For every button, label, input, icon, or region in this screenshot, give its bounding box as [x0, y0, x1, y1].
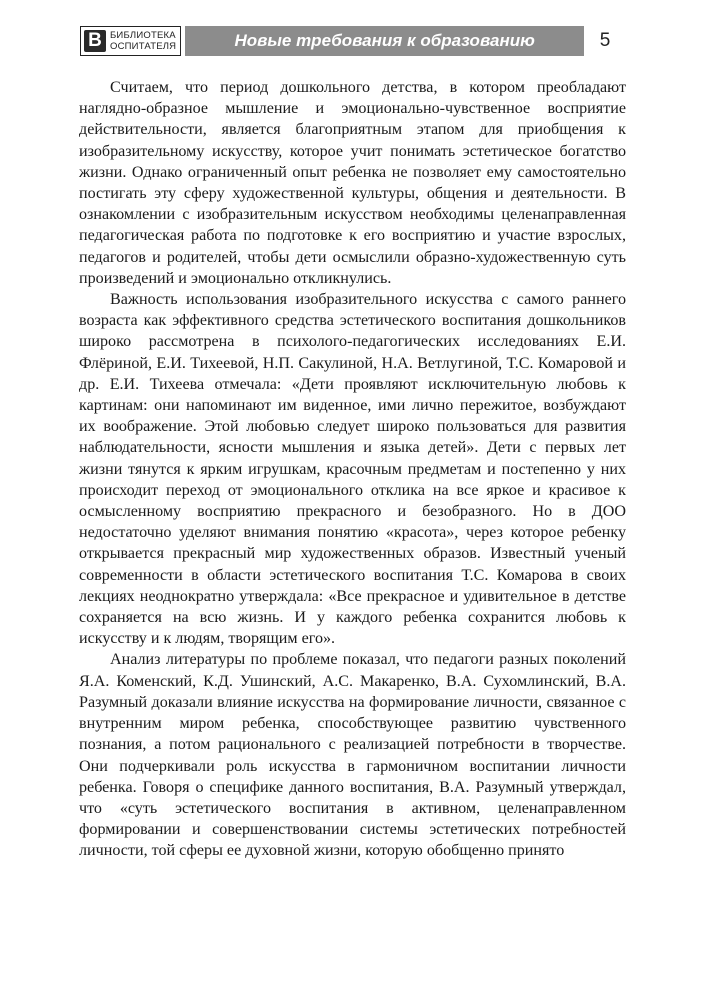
- paragraph-1: Считаем, что период дошкольного детства, в котором преобладают наглядно-образное мышление и эмоционально-чувственное восприятие действительности, является благоприятным этапом для приобщения к изобразительному искусству, которое учит понимать эстетическое богатство жизни. Однако ограниченный опыт ребенка не позволяет ему самостоятельно постигать эту сферу художественной культуры, общения и деятельности. В ознакомлении с изобразительным искусством необходимы целенаправленная педагогическая работа по подготовке к его восприятию и участие взрослых, педагогов и родителей, чтобы дети осмыслили образно-художественную суть произведений и эмоционально откликнулись.: [79, 79, 626, 287]
- logo-text: [110, 30, 176, 52]
- series-logo: [80, 26, 181, 56]
- page-number: 5: [599, 30, 611, 51]
- logo-line-2: ОСПИТАТЕЛЯ: [110, 41, 177, 52]
- logo-letter-icon: В: [84, 30, 106, 52]
- logo-line-1: БИБЛИОТЕКА: [110, 30, 176, 41]
- running-header: [80, 26, 626, 56]
- paragraph-2: Важность использования изобразительного искусства с самого раннего возраста как эффективного средства эстетического воспитания дошкольников широко рассмотрена в психолого-педагогических исследованиях Е.И. Флёриной, Е.И. Тихеевой, Н.П. Сакулиной, Н.А. Ветлугиной, Т.С. Комаровой и др. Е.И. Тихеева отмечала: «Дети проявляют исключительную любовь к картинам: они напоминают им виденное, ими лично пережитое, возбуждают их воображение. Этой любовью следует широко пользоваться для развития наблюдательности, ясности мышления и языка детей». Дети с первых лет жизни тянутся к ярким игрушкам, красочным предметам и постепенно у них происходит переход от эмоционального отклика на все яркое и красивое к осмысленному восприятию прекрасного и безобразного. Но в ДОО недостаточно уделяют внимания понятию «красота», через которое ребенку открывается прекрасный мир художественных образов. Известный ученый современности в области эстетического воспитания Т.С. Комарова в своих лекциях неоднократно утверждала: «Все прекрасное и удивительное в детстве сохраняется на всю жизнь. И у каждого ребенка сохранится любовь к искусству и к людям, творящим его».: [79, 291, 626, 648]
- section-title: Новые требования к образованию: [185, 26, 584, 56]
- paragraph-3: Анализ литературы по проблеме показал, что педагоги разных поколений Я.А. Коменский, К.Д. Ушинский, А.С. Макаренко, В.А. Сухомлинский, В.А. Разумный доказали влияние искусства на формирование личности, связанное с внутренним миром ребенка, способствующее развитию чувственного познания, а потом рационального с реализацией потребности в творчестве. Они подчеркивали роль искусства в гармоничном воспитании личности ребенка. Говоря о специфике данного воспитания, В.А. Разумный утверждал, что «суть эстетического воспитания в активном, целенаправленном формировании и совершенствовании системы эстетических потребностей личности, той сферы ее духовной жизни, которую обобщенно принято: [79, 651, 626, 860]
- body-text: [79, 77, 626, 862]
